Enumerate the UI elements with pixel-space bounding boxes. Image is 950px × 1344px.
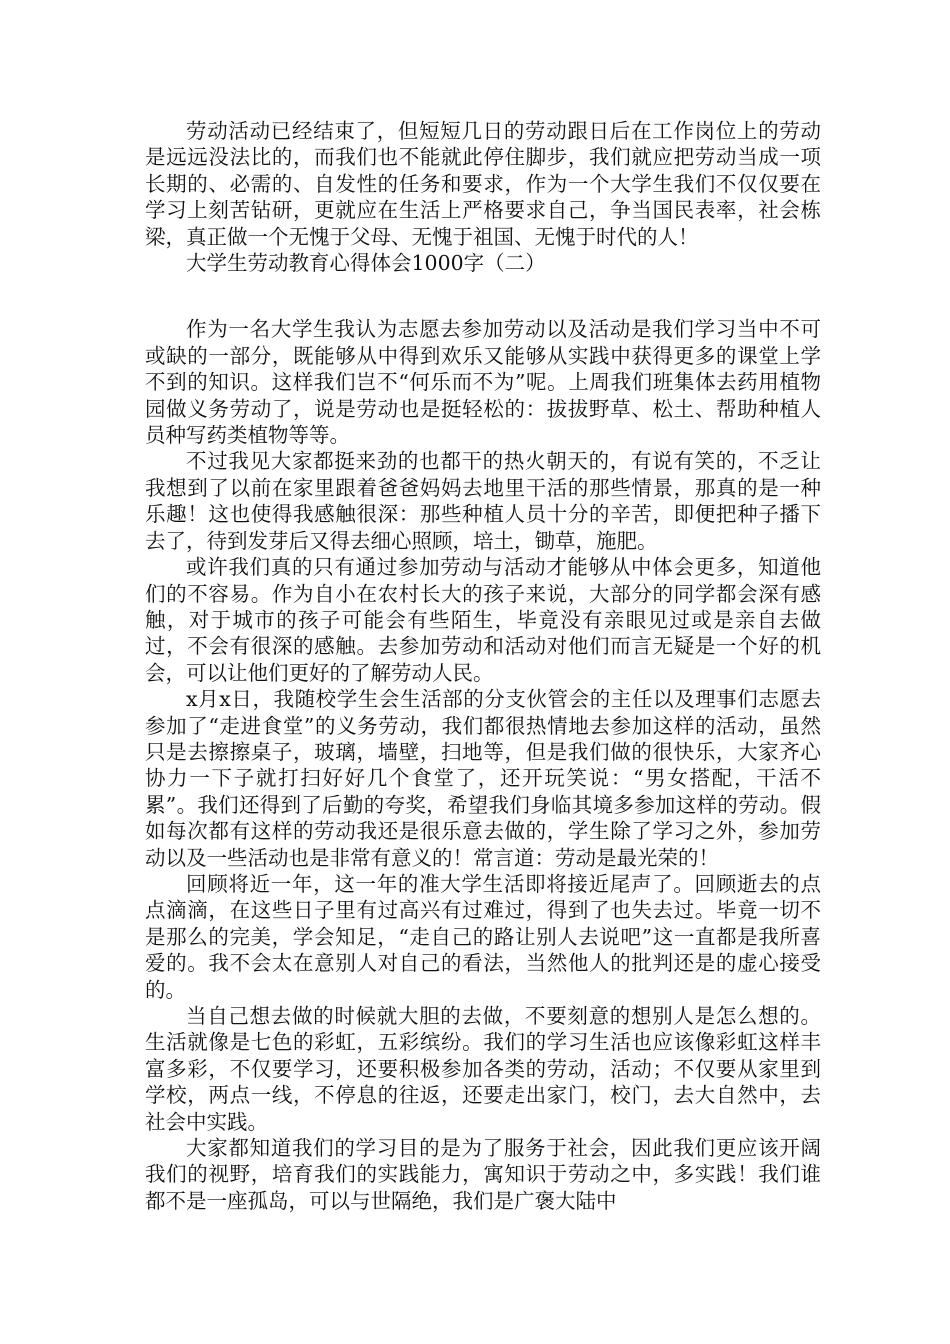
paragraph: 作为一名大学生我认为志愿去参加劳动以及活动是我们学习当中不可或缺的一部分，既能够从中得到欢乐又能够从实践中获得更多的课堂上学不到的知识。这样我们岂不“何乐而不为”呢。上周我们班集体去药用植物园做义务劳动了，说是劳动也是挺轻松的：拔拔野草、松土、帮助种植人员种写药类植物等等。 — [145, 317, 821, 448]
paragraph: 不过我见大家都挺来劲的也都干的热火朝天的，有说有笑的，不乏让我想到了以前在家里跟着爸爸妈妈去地里干活的那些情景，那真的是一种乐趣！这也使得我感触很深：那些种植人员十分的辛苦，即便把种子播下去了，待到发芽后又得去细心照顾，培土，锄草，施肥。 — [145, 449, 821, 553]
paragraph: 回顾将近一年，这一年的准大学生活即将接近尾声了。回顾逝去的点点滴滴，在这些日子里有过高兴有过难过，得到了也失去过。毕竟一切不是那么的完美，学会知足，“走自己的路让别人去说吧”这一直都是我所喜爱的。我不会太在意别人对自己的看法，当然他人的批判还是的虚心接受的。 — [145, 871, 821, 1002]
section-heading: 大学生劳动教育心得体会1000字（二） — [186, 251, 546, 276]
paragraph: 劳动活动已经结束了，但短短几日的劳动跟日后在工作岗位上的劳动是远远没法比的，而我们也不能就此停住脚步，我们就应把劳动当成一项长期的、必需的、自发性的任务和要求，作为一个大学生我们不仅仅要在学习上刻苦钻研，更就应在生活上严格要求自己，争当国民表率，社会栋梁，真正做一个无愧于父母、无愧于祖国、无愧于时代的人！ — [145, 119, 821, 249]
document-page — [145, 118, 821, 1214]
paragraph: x月x日，我随校学生会生活部的分支伙管会的主任以及理事们志愿去参加了“走进食堂”的义务劳动，我们都很热情地去参加这样的活动，虽然只是去擦擦桌子，玻璃，墙壁，扫地等，但是我们做的很快乐，大家齐心协力一下子就打扫好好几个食堂了，还开玩笑说：“男女搭配，干活不累”。我们还得到了后勤的夸奖，希望我们身临其境多参加这样的劳动。假如每次都有这样的劳动我还是很乐意去做的，学生除了学习之外，参加劳动以及一些活动也是非常有意义的！常言道：劳动是最光荣的！ — [145, 687, 821, 870]
paragraph: 当自己想去做的时候就大胆的去做，不要刻意的想别人是怎么想的。生活就像是七色的彩虹，五彩缤纷。我们的学习生活也应该像彩虹这样丰富多彩，不仅要学习，还要积极参加各类的劳动，活动；不仅要从家里到学校，两点一线，不停息的往返，还要走出家门，校门，去大自然中，去社会中实践。 — [145, 1004, 821, 1134]
blank-line — [145, 276, 821, 316]
paragraph: 大家都知道我们的学习目的是为了服务于社会，因此我们更应该开阔我们的视野，培育我们的实践能力，寓知识于劳动之中，多实践！我们谁都不是一座孤岛，可以与世隔绝，我们是广褒大陆中 — [145, 1136, 821, 1213]
paragraph: 或许我们真的只有通过参加劳动与活动才能够从中体会更多，知道他们的不容易。作为自小在农村长大的孩子来说，大部分的同学都会深有感触，对于城市的孩子可能会有些陌生，毕竟没有亲眼见过或是亲自去做过，不会有很深的感触。去参加劳动和活动对他们而言无疑是一个好的机会，可以让他们更好的了解劳动人民。 — [145, 555, 821, 685]
